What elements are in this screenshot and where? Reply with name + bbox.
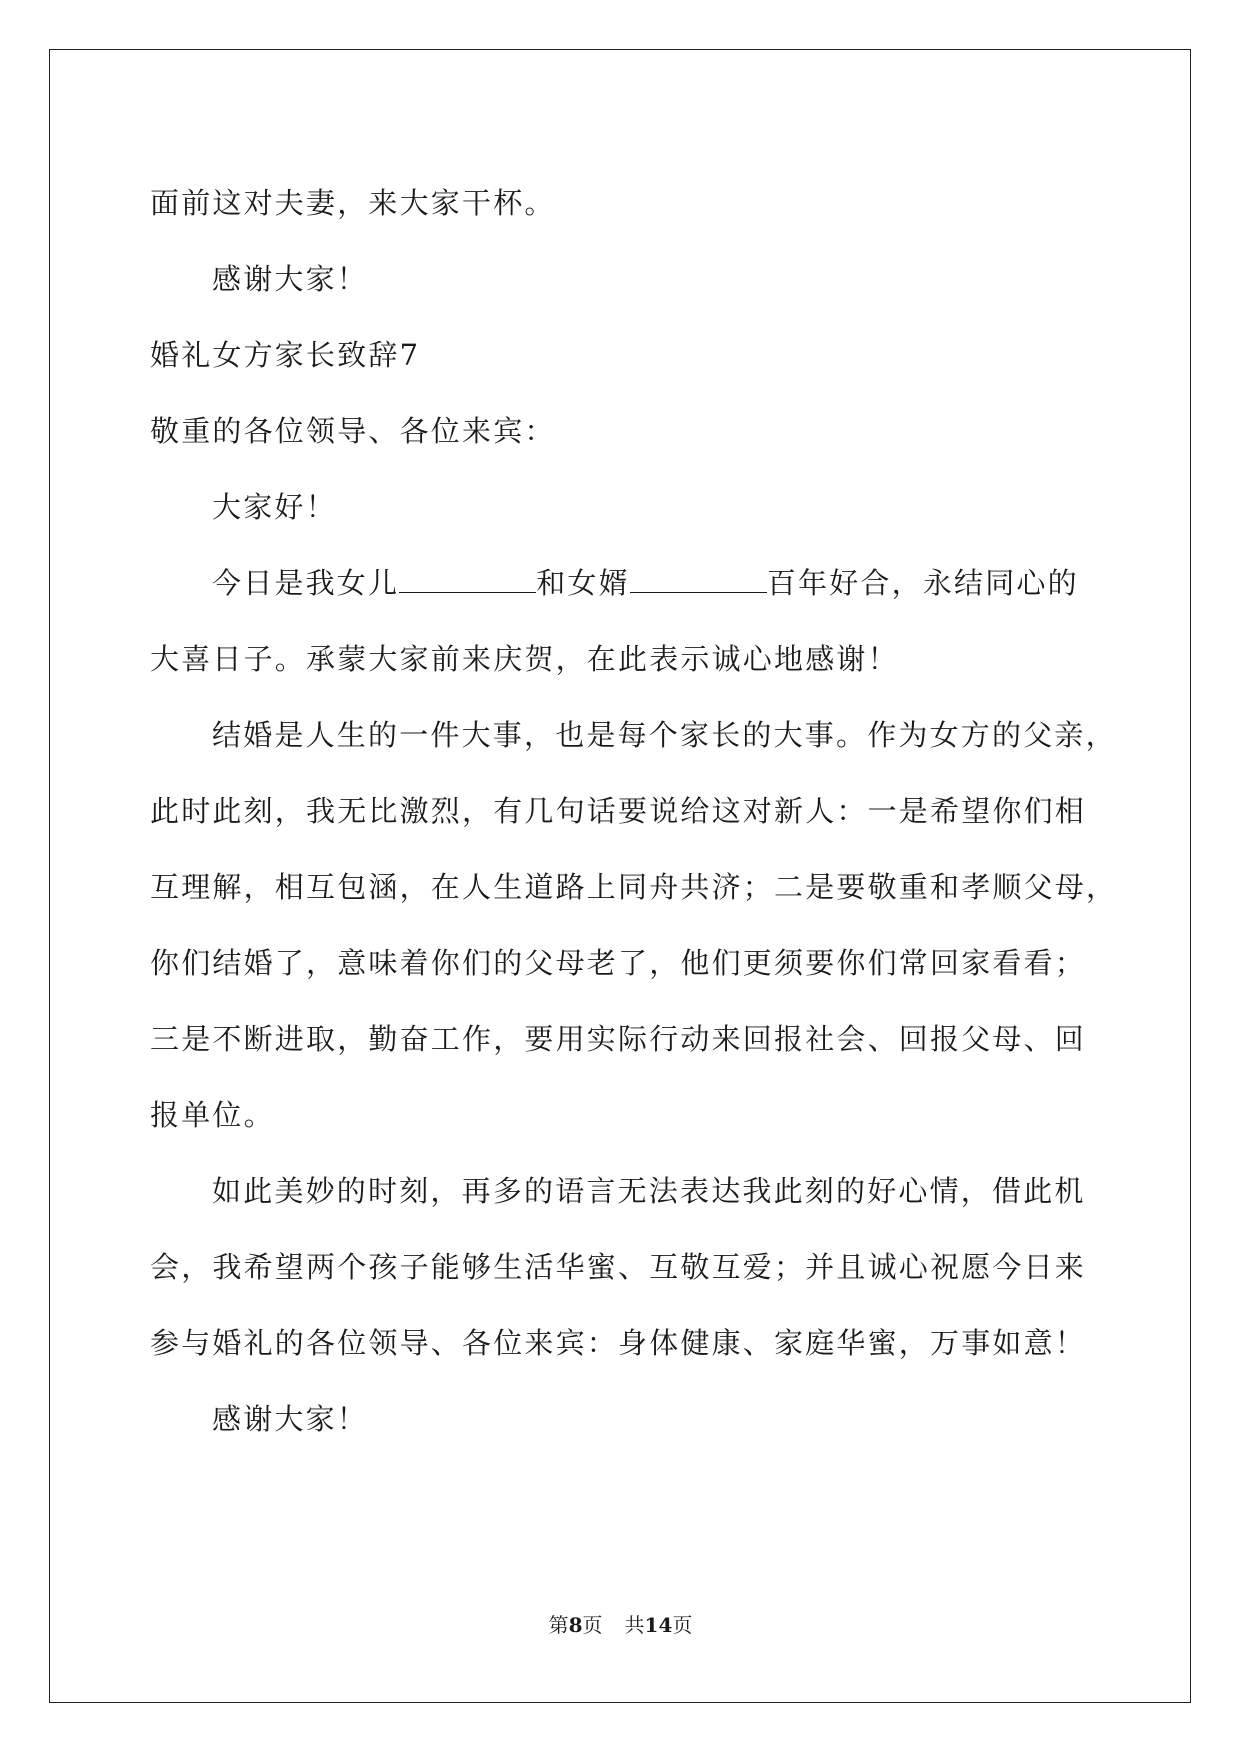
text-line-with-blanks [150,545,1090,621]
page-suffix: 页 [582,1613,603,1637]
text-line: 此时此刻，我无比激烈，有几句话要说给这对新人：一是希望你们相 [150,794,1087,828]
total-prefix: 共 [624,1613,645,1637]
text-line: 面前这对夫妻，来大家干杯。 [150,186,556,220]
text-line: 参与婚礼的各位领导、各位来宾：身体健康、家庭华蜜，万事如意！ [150,1326,1087,1360]
document-body [150,165,1118,1457]
fill-in-blank-groom [630,568,767,593]
text-line: 感谢大家！ [212,262,369,296]
text-line: 大喜日子。承蒙大家前来庆贺，在此表示诚心地感谢！ [150,642,899,676]
text-line: 报单位。 [150,1098,275,1132]
salutation: 敬重的各位领导、各位来宾： [150,414,556,448]
text-fragment: 百年好合，永结同心的 [766,566,1079,600]
fill-in-blank-bride [399,568,536,593]
page-prefix: 第 [548,1613,569,1637]
text-line: 互理解，相互包涵，在人生道路上同舟共济；二是要敬重和孝顺父母， [150,870,1118,904]
text-line: 结婚是人生的一件大事，也是每个家长的大事。作为女方的父亲， [212,718,1117,752]
total-suffix: 页 [672,1613,693,1637]
text-line: 你们结婚了，意味着你们的父母老了，他们更须要你们常回家看看； [150,946,1087,980]
closing-line: 感谢大家！ [212,1402,369,1436]
text-fragment: 和女婿 [536,566,630,600]
greeting: 大家好！ [212,490,337,524]
text-line: 三是不断进取，勤奋工作，要用实际行动来回报社会、回报父母、回 [150,1022,1087,1056]
page-footer [0,1609,1241,1638]
section-heading: 婚礼女方家长致辞7 [150,338,421,372]
total-pages: 14 [644,1613,673,1637]
text-fragment: 今日是我女儿 [212,566,400,600]
page-number: 8 [568,1613,583,1637]
text-line: 如此美妙的时刻，再多的语言无法表达我此刻的好心情，借此机 [212,1174,1086,1208]
text-line: 会，我希望两个孩子能够生活华蜜、互敬互爱；并且诚心祝愿今日来 [150,1250,1087,1284]
